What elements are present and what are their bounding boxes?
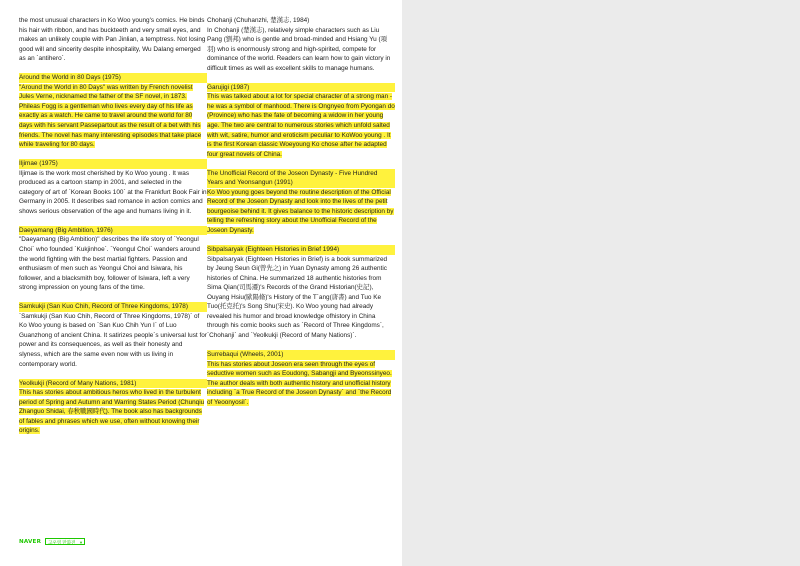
entry <box>207 83 395 159</box>
footer <box>19 538 85 545</box>
entry <box>207 16 395 73</box>
entry <box>19 73 207 149</box>
entry-title: The Unofficial Record of the Joseon Dynasty - Five Hundred Years and Yeonsangun (1991) <box>207 169 395 188</box>
entry-title: Garujigi (1987) <box>207 83 395 93</box>
entry-title: Around the World in 80 Days (1975) <box>19 73 207 83</box>
entry-body: In Chohanji (楚漢志), relatively simple characters such as Liu Pang (劉邦) who is gentle and broad-minded and Hsiang Yu (項羽) who is enormously strong and high-spirited, compete for dominance of the world. Readers can learn how to gain victory in difficult times as well as excellent skills to manage humans. <box>207 26 391 72</box>
entry-body: This has stories about ambitious heros who lived in the turbulent period of Spring and Autumn and Warring States Period (Chunqiu Zhanguo Shidai, 春秋戰國時代). The book also has backgrounds of fables and phrases which we use, often without knowing their origins. <box>19 389 205 435</box>
entry-title: Chohanji (Chuhanzhi, 楚漢志, 1984) <box>207 17 310 24</box>
entry-body: "Around the World in 80 Days" was written by French novelist Jules Verne, nicknamed the father of the SF novel, in 1873. Phileas Fogg is a gentleman who lives every day of his life as exactly as a watch. He came to travel around the world for 80 days with his servant Passepartout as the result of a bet with his friends. The novel has many interesting episodes that take place while traveling for 80 days. <box>19 83 202 149</box>
chevron-down-icon: ▾ <box>79 540 83 545</box>
entry-title: Yeolkukji (Record of Many Nations, 1981) <box>19 379 207 389</box>
left-column <box>19 16 207 436</box>
entry-body: "Daeyamang (Big Ambition)" describes the life story of `Yeongul Choi` who founded `Kukjinhoe`. `Yeongul Choi` wanders around the world fighting with the best martial fighters. Passion and enthusiasm of men such as Yeongui Choi and Isiwara, his follower, and a blacksmith boy, follower of Isiwara, left a very strong impression on young fans of the time. <box>19 236 200 292</box>
entry-title: Daeyamang (Big Ambition, 1976) <box>19 226 207 236</box>
entry-body: Ko Woo young goes beyond the routine description of the Official Record of the Joseon Dynasty and look into the lives of the petit bourgeoise behind it. It gives balance to the historic description by telling the refreshing story about the Unofficial Record of the Joseon Dynasty. <box>207 188 394 234</box>
right-column <box>207 16 395 407</box>
entry <box>19 302 207 369</box>
exhibition-select[interactable] <box>45 538 85 545</box>
entry <box>19 226 207 293</box>
entry-body: Iljimae is the work most cherished by Ko Woo young . It was produced as a cartoon stamp in 2001, and selected in the category of art of `Korean Books 100` at the Frankfurt Book Fair in Germany in 2005. It describes sad romance in action comics and shows serious observation of the age and humans living in it. <box>19 169 207 215</box>
entry <box>19 159 207 216</box>
entry-title: Surrebaqui (Wheels, 2001) <box>207 350 395 360</box>
entry <box>207 245 395 340</box>
entry-body: `Samkukji (San Kuo Chih, Record of Three Kingdoms, 1978)` of Ko Woo young is based on `San Kuo Chih Yun I` of Luo Guanzhong of ancient China. It satirizes people`s universal lust for power and its consequences, as well as their honesty and slyness, which are the same even now with us living in contemporary world. <box>19 312 207 368</box>
left-intro: the most unusual characters in Ko Woo young's comics. He binds his hair with ribbon, and has buckteeth and very small eyes, and makes an unlikely couple with Pan Jinlian, a temptress. Not losing good will and sincerity despite inhospitality, Wu Dalang emerged as an `antihero`. <box>19 17 206 63</box>
entry <box>207 169 395 236</box>
entry-body: This was talked about a lot for special character of a strong man - he was a symbol of manhood. There is Ongnyeo from Pyongan do (Province) who has the fate of becoming a widow in her young age. The two are central to numerous stories which unfold salted with wit, satire, humor and eroticism peculiar to KoWoo young . It is the first Korean classic Woeyoung Ko chose after he adapted four great novels of China. <box>207 93 395 158</box>
exhibition-select-value: 고우영 만화전 <box>48 540 76 545</box>
entry-title: Sibpalsaryak (Eighteen Histories in Brief 1994) <box>207 245 395 255</box>
entry-body: Sibpalsaryak (Eighteen Histories in Brief) is a book summarized by Jeung Seun Gi(曾先之) in Yuan Dynasty among 26 authentic histories of China. He summarized 18 authentic histories from Sima Qian(司馬遷)'s Records of the Grand Historian(史記), Ouyang Hsiu(歐陽脩)'s History of the T`ang(唐書) and Tuo Ke Tuo(托克托)'s Song Shu(宋史). Ko Woo young had already revealed his humor and broad knowledge ofhistory in China through his comic books such as `Record of Three Kingdoms`, `Chohanji` and `Yeolkukji (Record of Many Nations)`. <box>207 255 388 339</box>
entry-title: Iljimae (1975) <box>19 159 207 169</box>
entry-title: Samkukji (San Kuo Chih, Record of Three Kingdoms, 1978) <box>19 302 207 312</box>
entry <box>207 350 395 407</box>
naver-logo[interactable]: NAVER <box>19 538 42 545</box>
entry-body: This has stories about Joseon era seen through the eyes of seductive women such as Eoudong, Sabangji and Byeonssinyeo. The author deals with both authentic history and unofficial history including `a True Record of the Joseon Dynasty` and `the Record of Yeoonyosil`. <box>207 360 392 406</box>
entry <box>19 379 207 436</box>
